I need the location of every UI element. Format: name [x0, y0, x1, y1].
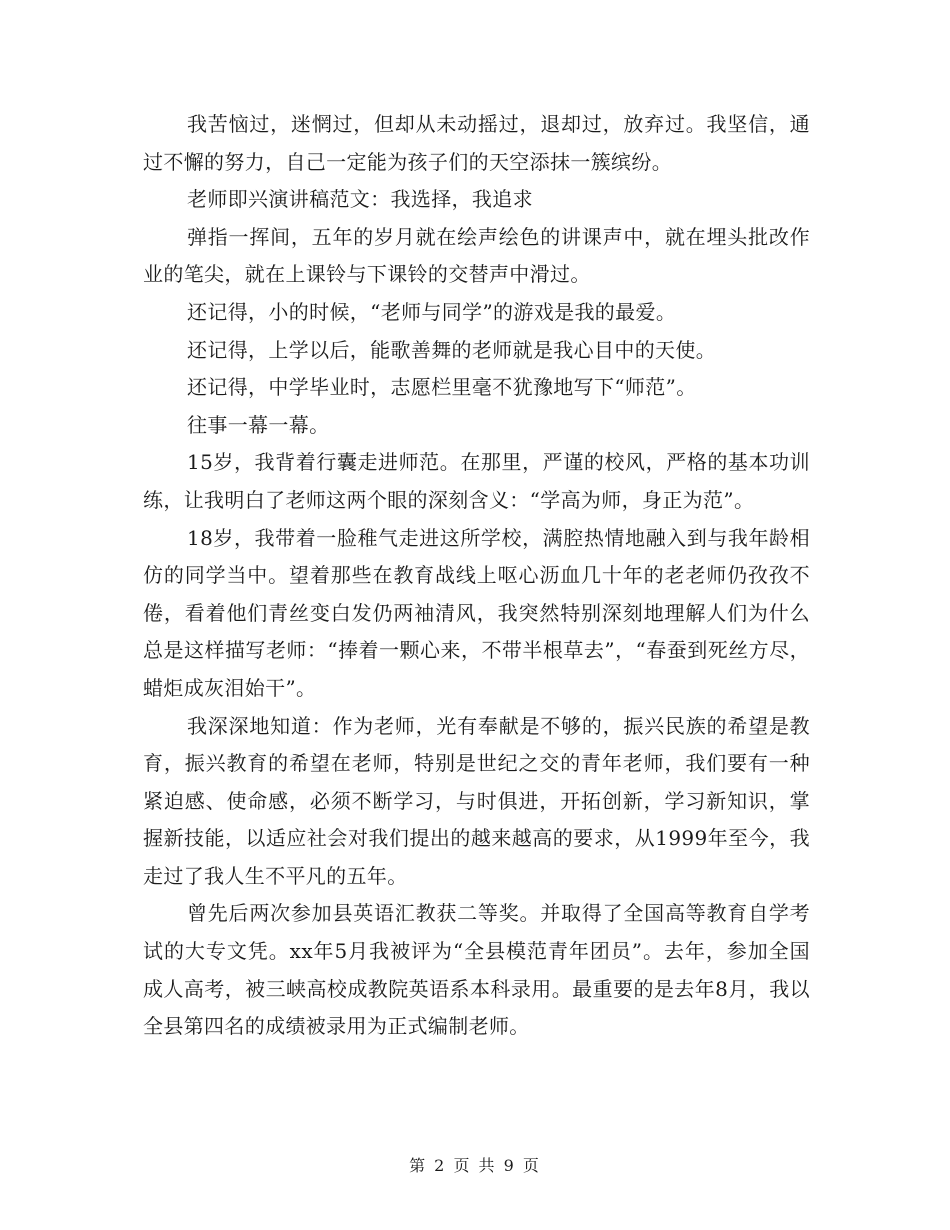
speech-title: 老师即兴演讲稿范文：我选择，我追求 [187, 187, 533, 212]
paragraph: 15岁，我背着行囊走进师范。在那里，严谨的校风，严格的基本功训练，让我明白了老师这两个眼的深刻含义：“学高为师，身正为范”。 [143, 450, 810, 512]
paragraph: 还记得，上学以后，能歌善舞的老师就是我心目中的天使。 [187, 337, 717, 362]
paragraph: 还记得，中学毕业时，志愿栏里毫不犹豫地写下“师范”。 [187, 375, 697, 400]
paragraph: 我苦恼过，迷惘过，但却从未动摇过，退却过，放弃过。我坚信，通过不懈的努力，自己一定能为孩子们的天空添抹一簇缤纷。 [143, 112, 810, 174]
page-number-footer: 第 2 页 共 9 页 [409, 1156, 541, 1175]
paragraph: 弹指一挥间，五年的岁月就在绘声绘色的讲课声中，就在埋头批改作业的笔尖，就在上课铃与下课铃的交替声中滑过。 [143, 224, 810, 287]
document-body [143, 106, 810, 1046]
paragraph: 还记得，小的时候，“老师与同学”的游戏是我的最爱。 [187, 299, 677, 324]
paragraph: 18岁，我带着一脸稚气走进这所学校，满腔热情地融入到与我年龄相仿的同学当中。望着那些在教育战线上呕心沥血几十年的老老师仍孜孜不倦，看着他们青丝变白发仍两袖清风，我突然特别深刻地理解人们为什么总是这样描写老师：“捧着一颗心来，不带半根草去”，“春蚕到死丝方尽，蜡炬成灰泪始干”。 [143, 525, 810, 700]
paragraph: 曾先后两次参加县英语汇教获二等奖。并取得了全国高等教育自学考试的大专文凭。xx年5月我被评为“全县模范青年团员”。去年，参加全国成人高考，被三峡高校成教院英语系本科录用。最重要的是去年8月，我以全县第四名的成绩被录用为正式编制老师。 [143, 901, 810, 1039]
paragraph: 我深深地知道：作为老师，光有奉献是不够的，振兴民族的希望是教育，振兴教育的希望在老师，特别是世纪之交的青年老师，我们要有一种紧迫感、使命感，必须不断学习，与时俱进，开拓创新，学习新知识，掌握新技能，以适应社会对我们提出的越来越高的要求，从1999年至今，我走过了我人生不平凡的五年。 [143, 713, 810, 888]
paragraph: 往事一幕一幕。 [187, 412, 330, 437]
